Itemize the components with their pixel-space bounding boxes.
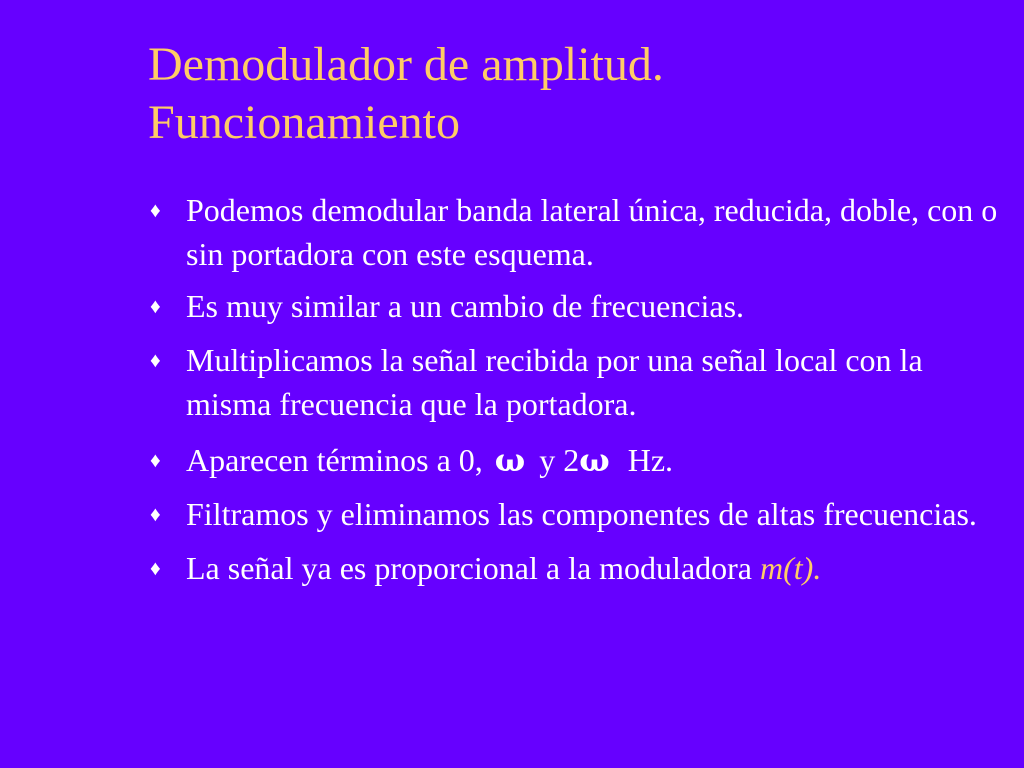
bullet-item — [150, 188, 1010, 276]
diamond-bullet-icon: ♦ — [150, 502, 161, 526]
bullet-text — [186, 438, 1010, 482]
diamond-bullet-icon: ♦ — [150, 294, 161, 318]
bullet-text-part: La señal ya es proporcional a la moduladora — [186, 550, 752, 586]
bullet-item — [150, 284, 1010, 328]
slide-title-line-1: Demodulador de amplitud. — [148, 38, 664, 91]
diamond-bullet-icon: ♦ — [150, 198, 161, 222]
bullet-item — [150, 492, 1010, 536]
bullet-text: Es muy similar a un cambio de frecuencias. — [186, 288, 745, 324]
bullet-text-part: Aparecen términos a 0, — [186, 442, 483, 478]
omega-symbol: ω — [579, 441, 610, 479]
modulating-signal-emphasis: m(t). — [760, 550, 822, 586]
bullet-text-part: y 2 — [539, 442, 580, 478]
slide-title-line-2: Funcionamiento — [148, 96, 460, 149]
bullet-text: Podemos demodular banda lateral única, reducida, doble, con o sin portadora con este esquema. — [186, 192, 998, 272]
diamond-bullet-icon: ♦ — [150, 348, 161, 372]
bullet-item — [150, 338, 1010, 426]
bullet-list — [150, 188, 1010, 590]
omega-symbol: ω — [494, 441, 526, 479]
bullet-text-part: Hz. — [627, 442, 674, 478]
diamond-bullet-icon: ♦ — [150, 556, 161, 580]
bullet-text — [186, 546, 1010, 590]
bullet-item — [150, 438, 1010, 482]
bullet-text: Filtramos y eliminamos las componentes de altas frecuencias. — [186, 496, 977, 532]
slide-title — [148, 36, 988, 152]
diamond-bullet-icon: ♦ — [150, 448, 161, 472]
bullet-text: Multiplicamos la señal recibida por una señal local con la misma frecuencia que la portadora. — [186, 342, 923, 422]
bullet-item — [150, 546, 1010, 590]
